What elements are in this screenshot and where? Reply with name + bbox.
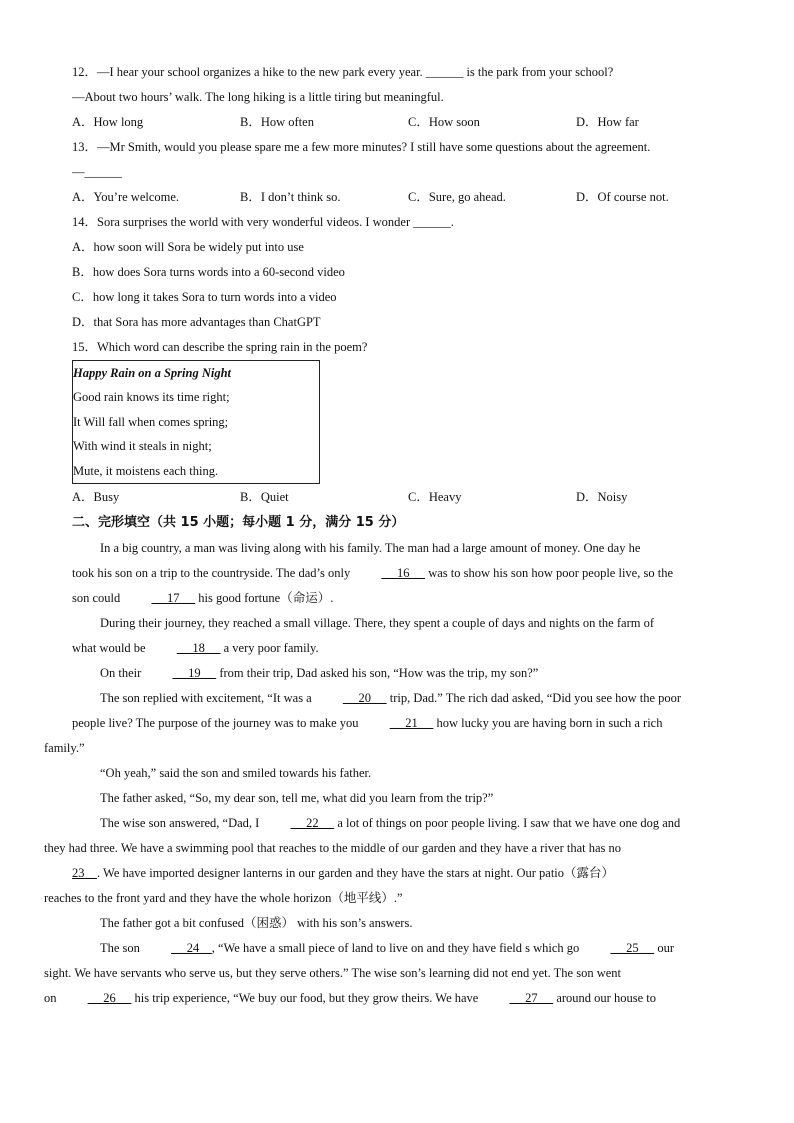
- poem-line: With wind it steals in night;: [73, 439, 212, 454]
- text-run: people live? The purpose of the journey was to make you: [72, 715, 362, 730]
- cloze-blank-18: __18__: [176, 640, 221, 655]
- question-13-stem: 13．—Mr Smith, would you please spare me a few more minutes? I still have some questions about the agreement.: [72, 140, 651, 154]
- text-run: his good fortune（命运）.: [195, 590, 334, 605]
- text-run: what would be: [72, 640, 149, 655]
- option-d: D．Of course not.: [576, 190, 669, 204]
- option-b: B．I don’t think so.: [240, 190, 341, 204]
- text-run: our: [654, 940, 674, 955]
- text-run: his trip experience, “We buy our food, but they grow theirs. We have: [131, 990, 482, 1005]
- text-run: on: [44, 990, 60, 1005]
- option-b: B．how does Sora turns words into a 60-second video: [72, 265, 345, 279]
- poem-line: Good rain knows its time right;: [73, 390, 230, 405]
- text-run: . We have imported designer lanterns in our garden and they have the stars at night. Our patio（露台）: [97, 865, 615, 880]
- cloze-paragraph-6: The father asked, “So, my dear son, tell me, what did you learn from the trip?”: [100, 790, 494, 805]
- text-run: they had three. We have a swimming pool that reaches to the middle of our garden and they have a river that has no: [44, 840, 622, 855]
- cloze-paragraph-2: [72, 611, 724, 661]
- cloze-blank-27: __27__: [509, 990, 554, 1005]
- cloze-blank-16: __16__: [381, 565, 426, 580]
- poem-box: [72, 360, 320, 484]
- text-run: how lucky you are having born in such a rich: [433, 715, 663, 730]
- text-run: On their: [100, 665, 145, 680]
- cloze-blank-21: __21__: [389, 715, 434, 730]
- poem-line: Mute, it moistens each thing.: [73, 463, 219, 478]
- poem-title: Happy Rain on a Spring Night: [73, 366, 232, 380]
- question-13-options: [72, 185, 724, 210]
- option-c: C．Heavy: [408, 489, 462, 504]
- option-b: B．How often: [240, 115, 314, 129]
- cloze-blank-22: __22__: [290, 815, 335, 830]
- text-run: sight. We have servants who serve us, but they serve others.” The wise son’s learning did not end yet. The son went: [44, 965, 622, 980]
- cloze-blank-19: __19__: [172, 665, 217, 680]
- text-run: from their trip, Dad asked his son, “How was the trip, my son?”: [216, 665, 539, 680]
- text-run: a very poor family.: [220, 640, 319, 655]
- option-a: A．how soon will Sora be widely put into use: [72, 240, 304, 254]
- cloze-paragraph-8: The father got a bit confused（困惑） with his son’s answers.: [100, 915, 413, 930]
- option-d: D．that Sora has more advantages than ChatGPT: [72, 315, 321, 329]
- worksheet-page: [44, 60, 724, 1011]
- text-run: family.”: [44, 740, 85, 755]
- text-run: a lot of things on poor people living. I saw that we have one dog and: [334, 815, 681, 830]
- poem-line: It Will fall when comes spring;: [73, 414, 229, 429]
- text-run: , “We have a small piece of land to live on and they have field s which go: [211, 940, 583, 955]
- text-run: reaches to the front yard and they have the whole horizon（地平线）.”: [44, 890, 403, 905]
- text-run: was to show his son how poor people live, so the: [425, 565, 673, 580]
- option-b: B．Quiet: [240, 489, 289, 504]
- question-14-stem: 14．Sora surprises the world with very wonderful videos. I wonder ______.: [72, 215, 454, 229]
- option-c: C．how long it takes Sora to turn words into a video: [72, 290, 337, 304]
- cloze-blank-23: 23__: [72, 865, 97, 880]
- text-run: son could: [72, 590, 124, 605]
- cloze-paragraph-5: “Oh yeah,” said the son and smiled towards his father.: [100, 765, 372, 780]
- text-run: The son: [100, 940, 144, 955]
- question-13-dialog: —______: [72, 165, 122, 179]
- cloze-paragraph-4: [44, 686, 724, 761]
- cloze-paragraph-7: [44, 811, 724, 911]
- option-d: D．How far: [576, 115, 639, 129]
- question-12-stem: 12．—I hear your school organizes a hike to the new park every year. ______ is the park from your school?: [72, 65, 614, 79]
- text-run: trip, Dad.” The rich dad asked, “Did you see how the poor: [386, 690, 682, 705]
- cloze-paragraph-3: [72, 661, 724, 686]
- text-run: The wise son answered, “Dad, I: [100, 815, 263, 830]
- text-run: took his son on a trip to the countryside. The dad’s only: [72, 565, 354, 580]
- cloze-paragraph-9: [44, 936, 724, 1011]
- cloze-blank-24: __24__: [171, 940, 212, 955]
- option-c: C．How soon: [408, 115, 480, 129]
- question-12-dialog: —About two hours’ walk. The long hiking is a little tiring but meaningful.: [72, 90, 444, 104]
- question-15-options: [72, 485, 724, 510]
- text-run: around our house to: [553, 990, 656, 1005]
- cloze-paragraph-1: [72, 536, 724, 611]
- text-run: During their journey, they reached a small village. There, they spent a couple of days and nights on the farm of: [100, 615, 654, 630]
- text-run: The son replied with excitement, “It was a: [100, 690, 315, 705]
- cloze-blank-26: __26__: [87, 990, 132, 1005]
- option-a: A．Busy: [72, 489, 120, 504]
- cloze-blank-17: __17__: [151, 590, 196, 605]
- cloze-blank-25: __25__: [610, 940, 655, 955]
- option-d: D．Noisy: [576, 489, 628, 504]
- option-a: A．You’re welcome.: [72, 190, 180, 204]
- cloze-blank-20: __20__: [342, 690, 387, 705]
- section-heading: 二、完形填空（共 15 小题；每小题 1 分，满分 15 分）: [72, 514, 405, 530]
- option-a: A．How long: [72, 115, 144, 129]
- text-run: In a big country, a man was living along with his family. The man had a large amount of money. One day he: [100, 540, 641, 555]
- question-12-options: [72, 110, 724, 135]
- option-c: C．Sure, go ahead.: [408, 190, 506, 204]
- question-15-stem: 15．Which word can describe the spring rain in the poem?: [72, 340, 368, 354]
